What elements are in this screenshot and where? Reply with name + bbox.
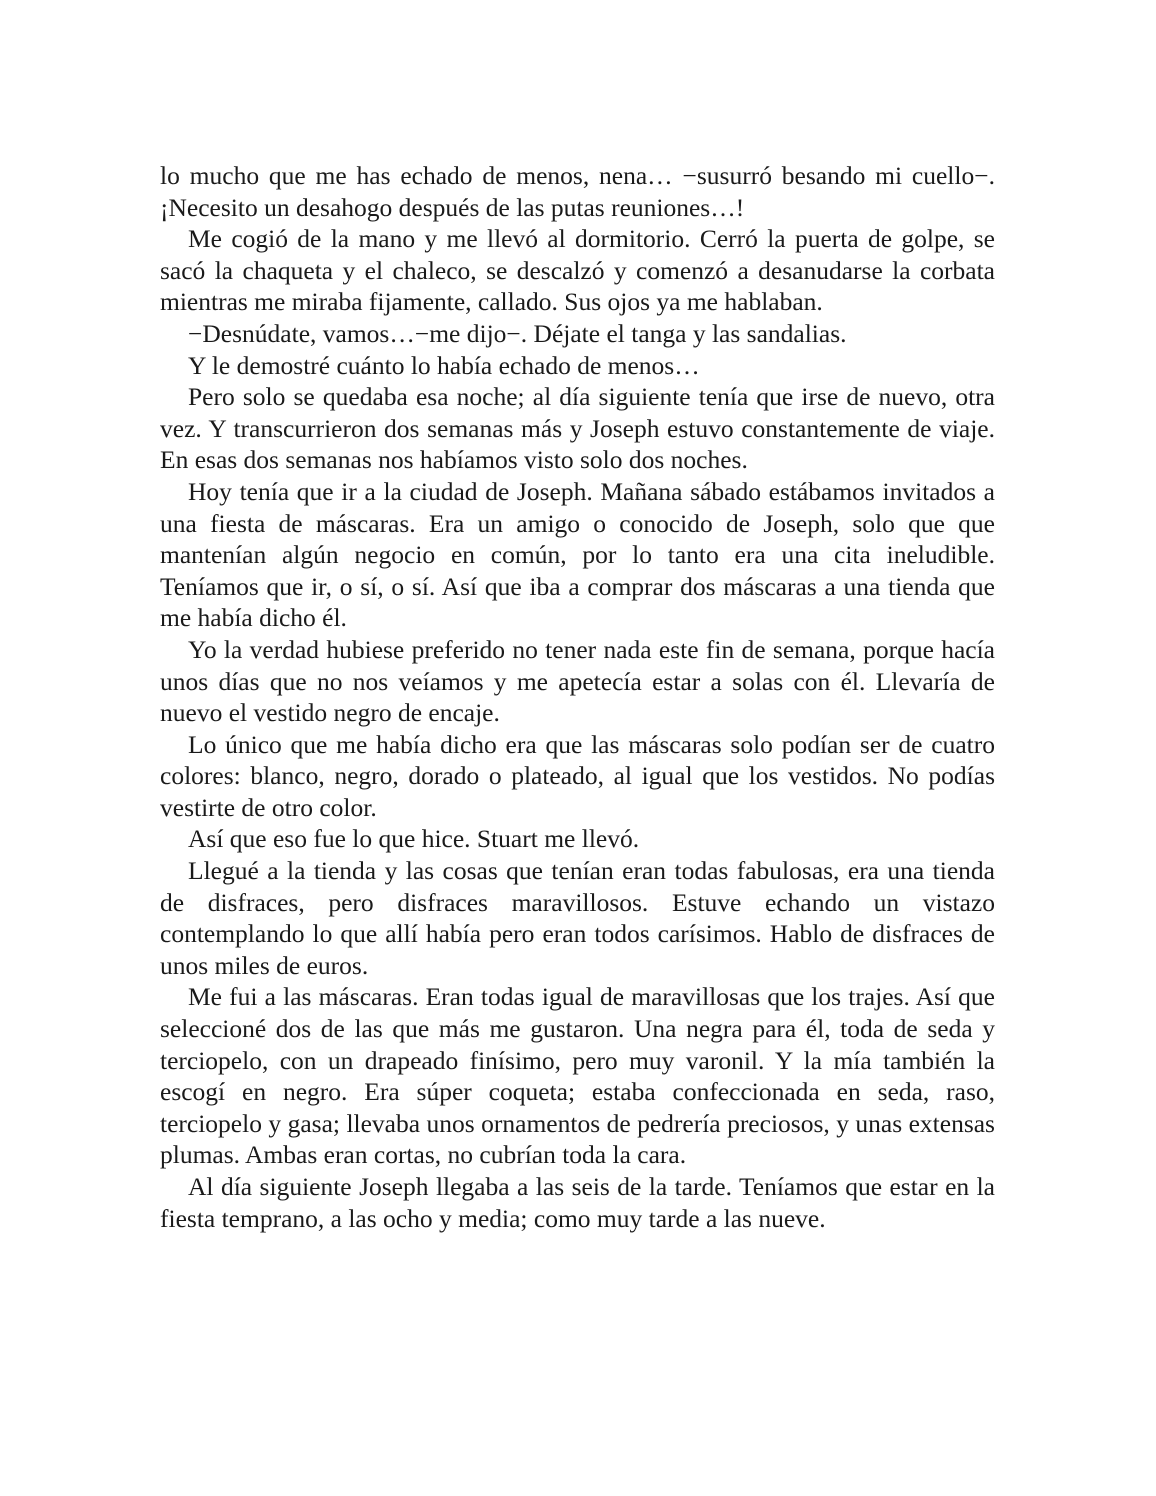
paragraph-3: −Desnúdate, vamos…−me dijo−. Déjate el tanga y las sandalias. xyxy=(188,318,847,348)
paragraph-4: Y le demostré cuánto lo había echado de menos… xyxy=(188,350,700,380)
paragraph-12: Al día siguiente Joseph llegaba a las seis de la tarde. Teníamos que estar en la fiesta temprano, a las ocho y media; como muy tarde a las nueve. xyxy=(160,1172,995,1233)
paragraph-1: lo mucho que me has echado de menos, nena… −susurró besando mi cuello−. ¡Necesito un desahogo después de las putas reuniones…! xyxy=(160,161,995,222)
page-body-text xyxy=(160,160,995,1234)
paragraph-5: Pero solo se quedaba esa noche; al día siguiente tenía que irse de nuevo, otra vez. Y transcurrieron dos semanas más y Joseph estuvo constantemente de viaje. En esas dos semanas nos habíamos visto solo dos noches. xyxy=(160,382,995,475)
paragraph-7: Yo la verdad hubiese preferido no tener nada este fin de semana, porque hacía unos días que no nos veíamos y me apetecía estar a solas con él. Llevaría de nuevo el vestido negro de encaje. xyxy=(160,634,995,728)
paragraph-6: Hoy tenía que ir a la ciudad de Joseph. Mañana sábado estábamos invitados a una fiesta de máscaras. Era un amigo o conocido de Joseph, solo que que mantenían algún negocio en común, por lo tanto era una cita ineludible. Teníamos que ir, o sí, o sí. Así que iba a comprar dos máscaras a una tienda que me había dicho él. xyxy=(160,476,995,633)
paragraph-8: Lo único que me había dicho era que las máscaras solo podían ser de cuatro colores: blanco, negro, dorado o plateado, al igual que los vestidos. No podías vestirte de otro color. xyxy=(160,729,995,822)
paragraph-2: Me cogió de la mano y me llevó al dormitorio. Cerró la puerta de golpe, se sacó la chaqueta y el chaleco, se descalzó y comenzó a desanudarse la corbata mientras me miraba fijamente, callado. Sus ojos ya me hablaban. xyxy=(160,224,995,317)
paragraph-10: Llegué a la tienda y las cosas que tenían eran todas fabulosas, era una tienda de disfraces, pero disfraces maravillosos. Estuve echando un vistazo contemplando lo que allí había pero eran todos carísimos. Hablo de disfraces de unos miles de euros. xyxy=(160,856,995,980)
paragraph-9: Así que eso fue lo que hice. Stuart me llevó. xyxy=(188,824,640,854)
paragraph-11: Me fui a las máscaras. Eran todas igual de maravillosas que los trajes. Así que seleccioné dos de las que más me gustaron. Una negra para él, toda de seda y terciopelo, con un drapeado finísimo, pero muy varonil. Y la mía también la escogí en negro. Era súper coqueta; estaba confeccionada en seda, raso, terciopelo y gasa; llevaba unos ornamentos de pedrería preciosos, y unas extensas plumas. Ambas eran cortas, no cubrían toda la cara. xyxy=(160,982,995,1170)
